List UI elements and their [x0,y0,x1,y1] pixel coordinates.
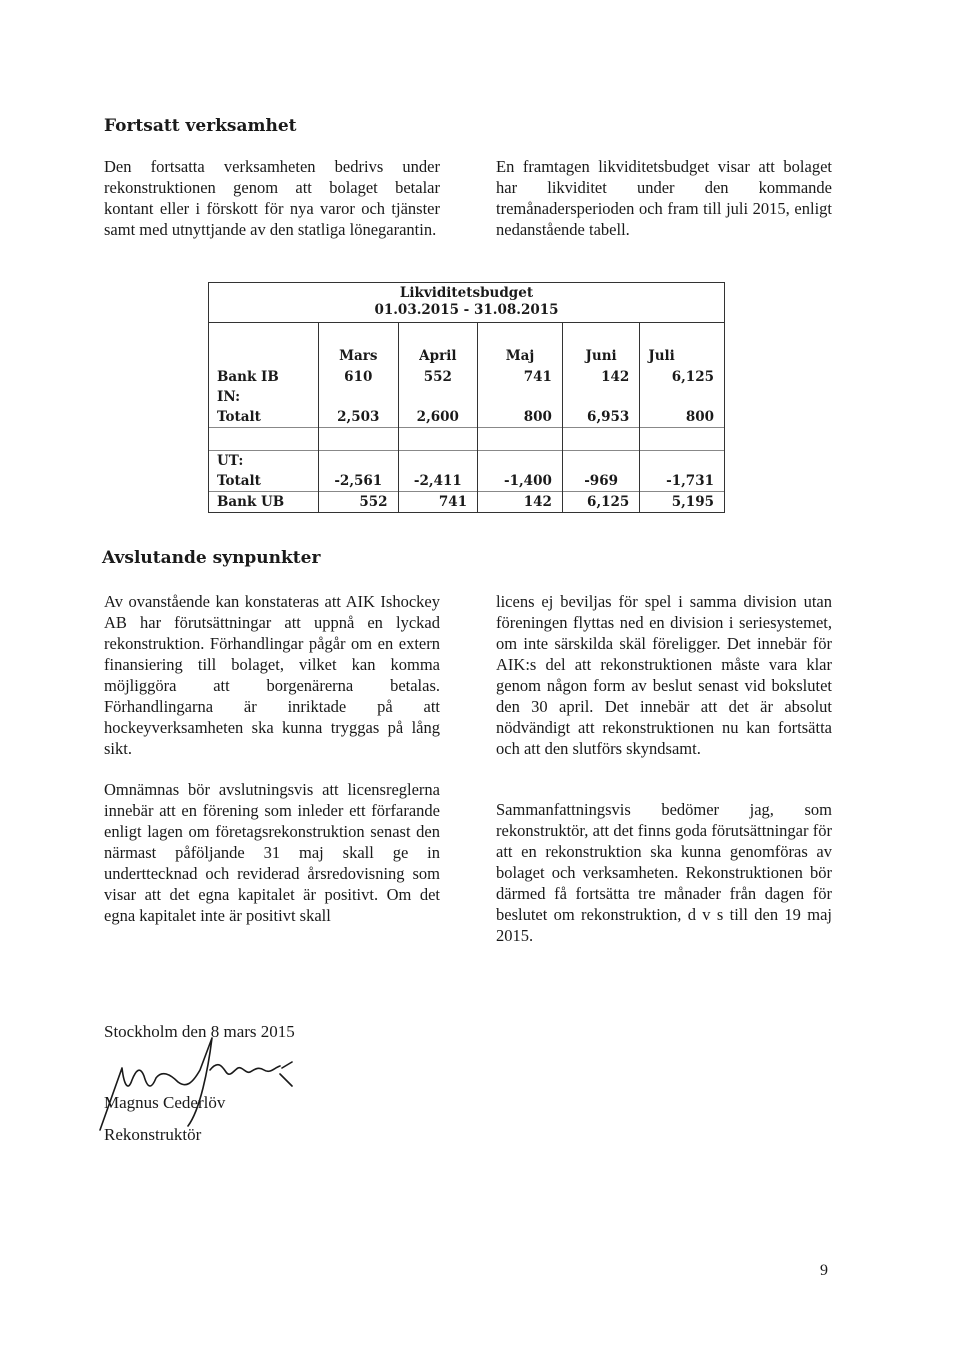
table-cell: 552 [319,492,399,513]
table-title: Likviditetsbudget [399,285,534,301]
closing-right-paragraph-1: licens ej beviljas för spel i samma division utan föreningen flyttas ned en division i seriesystemet, om inte särskilda skäl föreligger. Det innebär för AIK:s del att rekonstruktionen måste vara klar genom någon form av beslut senast vid bokslutet den 30 april. Det innebär att det är absolut nödvändigt att rekonstruktionen nu kan fortsätta och att den slutförs skyndsamt. [496,592,832,758]
table-cell: 6,125 [671,369,714,385]
table-cell: 610 [319,367,399,387]
table-cell: 6,953 [562,407,639,428]
table-title-block [209,283,724,323]
closing-left-paragraph-2: Omnämnas bör avslutningsvis att licensreglerna innebär att en förening som inleder ett förfarande enligt lagen om företagsrekonstruktion senast den närmast påföljande 31 maj skall ge in underttecknad och reviderad årsredovisning som visar att det egna kapitalet är positivt. Om det egna kapitalet inte är positivt skall [104,780,440,925]
table-cell: 6,125 [562,492,639,513]
table-cell: 741 [478,367,563,387]
table-cell: 2,503 [319,407,399,428]
section-heading-continued: Fortsatt verksamhet [104,116,297,136]
table-cell: 552 [398,367,478,387]
table-row [209,471,724,492]
row-label: IN: [209,387,319,407]
table-row [209,492,724,513]
table-cell: -1,731 [666,473,714,489]
row-label: Bank IB [209,367,319,387]
continued-left-paragraph: Den fortsatta verksamheten bedrivs under rekonstruktionen genom att bolaget betalar kontant eller i förskott för nya varor och tjänster samt med utnyttjande av den statliga lönegarantin. [104,157,440,239]
table-row [209,323,724,345]
closing-left-paragraph-1: Av ovanstående kan konstateras att AIK Ishockey AB har förutsättningar att uppnå en lyckad rekonstruktion. Förhandlingar pågår om en extern finansiering till bolaget, vilket kan komma möjliggöra att borgenärerna betalas. Förhandlingarna är inriktade på att hockeyverksamheten ska kunna tryggas på lång sikt. [104,592,440,758]
table-row [209,367,724,387]
row-label: Totalt [209,407,319,428]
table-cell: 2,600 [398,407,478,428]
col-header: April [398,345,478,367]
table-cell: 5,195 [640,492,724,513]
col-header: Maj [478,345,563,367]
table-header-row [209,345,724,367]
table-cell: 800 [685,409,714,425]
table-row [209,387,724,407]
place-date: Stockholm den 8 mars 2015 [104,1022,295,1041]
table-cell: 142 [478,492,563,513]
closing-right-paragraph-2: Sammanfattningsvis bedömer jag, som rekonstruktör, att det finns goda förutsättningar för att en rekonstruktion ska kunna genomföras av bolaget och verksamheten. Rekonstruktionen bör därmed få fortsätta tre månader från dagen för beslutet om rekonstruktion, d v s till den 19 maj 2015. [496,800,832,945]
row-label: Bank UB [209,492,319,513]
table-cell: -1,400 [478,471,563,492]
section-heading-closing: Avslutande synpunkter [102,548,321,568]
table-cell: 741 [398,492,478,513]
table-cell: -2,561 [319,471,399,492]
table-cell: -2,411 [398,471,478,492]
liquidity-budget-table [208,282,725,513]
col-header: Mars [319,345,399,367]
budget-grid [209,323,724,512]
row-label: UT: [209,451,319,472]
table-cell: -969 [562,471,639,492]
col-header: Juni [562,345,639,367]
table-cell: 142 [562,367,639,387]
signatory-role: Rekonstruktör [104,1125,202,1144]
continued-right-paragraph: En framtagen likviditetsbudget visar att bolaget har likviditet under den kommande tremånadersperioden och fram till juli 2015, enligt nedanstående tabell. [496,157,832,239]
page-number: 9 [820,1262,828,1279]
table-row [209,451,724,472]
signatory-name: Magnus Cederlöv [104,1093,226,1112]
table-period: 01.03.2015 - 31.08.2015 [374,302,559,318]
table-row [209,407,724,428]
col-header: Juli [648,348,675,364]
row-label: Totalt [209,471,319,492]
table-row [209,428,724,451]
table-cell: 800 [478,407,563,428]
